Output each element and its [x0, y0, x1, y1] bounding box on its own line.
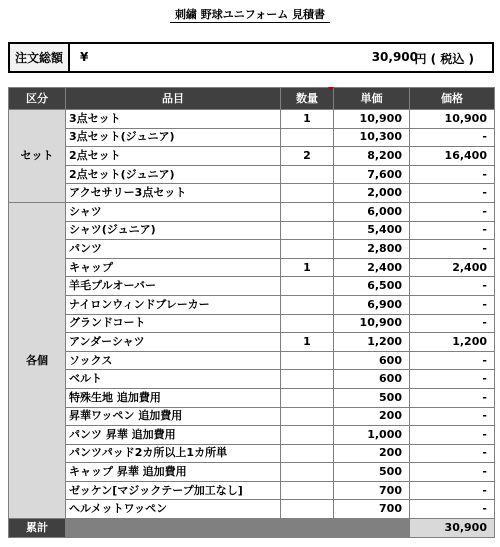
- unit-price-cell[interactable]: 2,800: [334, 240, 410, 259]
- price-cell[interactable]: 1,200: [410, 333, 495, 352]
- item-name-cell[interactable]: 3点セット: [66, 110, 281, 129]
- unit-price-cell[interactable]: 6,000: [334, 202, 410, 221]
- quantity-cell[interactable]: [281, 481, 334, 500]
- price-cell[interactable]: -: [410, 426, 495, 445]
- quantity-cell[interactable]: [281, 165, 334, 184]
- header-price: 価格: [410, 88, 495, 110]
- header-quantity: 数量: [281, 88, 334, 110]
- unit-price-cell[interactable]: 10,900: [334, 314, 410, 333]
- quantity-cell[interactable]: [281, 426, 334, 445]
- item-name-cell[interactable]: 特殊生地 追加費用: [66, 388, 281, 407]
- unit-price-cell[interactable]: 6,900: [334, 295, 410, 314]
- item-name-cell[interactable]: 3点セット(ジュニア): [66, 128, 281, 147]
- sum-filler: [66, 519, 410, 538]
- unit-price-cell[interactable]: 2,400: [334, 258, 410, 277]
- price-cell[interactable]: -: [410, 277, 495, 296]
- unit-price-cell[interactable]: 600: [334, 370, 410, 389]
- quantity-cell[interactable]: [281, 240, 334, 259]
- item-name-cell[interactable]: ゼッケン[マジックテープ加工なし]: [66, 481, 281, 500]
- quantity-cell[interactable]: [281, 128, 334, 147]
- sum-label: 累計: [9, 519, 66, 538]
- table-row: [9, 407, 495, 426]
- price-cell[interactable]: -: [410, 165, 495, 184]
- quantity-cell[interactable]: [281, 370, 334, 389]
- document-title: 刺繍 野球ユニフォーム 見積書: [174, 8, 326, 21]
- table-row: [9, 500, 495, 519]
- quantity-cell[interactable]: 1: [281, 110, 334, 129]
- comment-marker-icon: [328, 87, 334, 91]
- table-row: [9, 165, 495, 184]
- quantity-cell[interactable]: [281, 314, 334, 333]
- quantity-cell[interactable]: [281, 388, 334, 407]
- quantity-cell[interactable]: [281, 407, 334, 426]
- item-name-cell[interactable]: シャツ(ジュニア): [66, 221, 281, 240]
- item-name-cell[interactable]: アクセサリー3点セット: [66, 184, 281, 203]
- table-header-row: [9, 88, 495, 110]
- header-item: 品目: [66, 88, 281, 110]
- estimate-table-body: [9, 110, 495, 538]
- price-cell[interactable]: -: [410, 221, 495, 240]
- item-name-cell[interactable]: グランドコート: [66, 314, 281, 333]
- price-cell[interactable]: -: [410, 128, 495, 147]
- sum-row: [9, 519, 495, 538]
- item-name-cell[interactable]: シャツ: [66, 202, 281, 221]
- quantity-cell[interactable]: 2: [281, 147, 334, 166]
- unit-price-cell[interactable]: 8,200: [334, 147, 410, 166]
- table-row: [9, 258, 495, 277]
- table-row: [9, 277, 495, 296]
- quantity-cell[interactable]: [281, 202, 334, 221]
- item-name-cell[interactable]: 2点セット: [66, 147, 281, 166]
- unit-price-cell[interactable]: 10,300: [334, 128, 410, 147]
- price-cell[interactable]: -: [410, 370, 495, 389]
- price-cell[interactable]: -: [410, 314, 495, 333]
- item-name-cell[interactable]: パンツ: [66, 240, 281, 259]
- category-cell: 各個: [9, 202, 66, 518]
- unit-price-cell[interactable]: 500: [334, 463, 410, 482]
- unit-price-cell[interactable]: 6,500: [334, 277, 410, 296]
- table-row: [9, 388, 495, 407]
- price-cell[interactable]: -: [410, 407, 495, 426]
- item-name-cell[interactable]: キャップ 昇華 追加費用: [66, 463, 281, 482]
- item-name-cell[interactable]: ナイロンウィンドブレーカー: [66, 295, 281, 314]
- price-cell[interactable]: -: [410, 351, 495, 370]
- unit-price-cell[interactable]: 1,000: [334, 426, 410, 445]
- category-cell: セット: [9, 110, 66, 203]
- price-cell[interactable]: 10,900: [410, 110, 495, 129]
- quantity-cell[interactable]: [281, 277, 334, 296]
- table-row: [9, 444, 495, 463]
- order-total-label: 注文総額: [10, 44, 70, 71]
- quantity-cell[interactable]: [281, 351, 334, 370]
- quantity-cell[interactable]: [281, 444, 334, 463]
- order-total-amount: 30,900: [371, 50, 418, 64]
- item-name-cell[interactable]: 羊毛プルオーバー: [66, 277, 281, 296]
- unit-price-cell[interactable]: 7,600: [334, 165, 410, 184]
- price-cell[interactable]: -: [410, 444, 495, 463]
- table-row: [9, 426, 495, 445]
- table-row: [9, 221, 495, 240]
- table-row: [9, 240, 495, 259]
- item-name-cell[interactable]: パンツ 昇華 追加費用: [66, 426, 281, 445]
- title-underline: [170, 22, 330, 23]
- unit-price-cell[interactable]: 700: [334, 500, 410, 519]
- price-cell[interactable]: -: [410, 240, 495, 259]
- price-cell[interactable]: -: [410, 481, 495, 500]
- quantity-cell[interactable]: 1: [281, 258, 334, 277]
- table-row: [9, 333, 495, 352]
- sum-price-cell: 30,900: [410, 519, 495, 538]
- quantity-cell[interactable]: [281, 295, 334, 314]
- price-cell[interactable]: -: [410, 388, 495, 407]
- table-row: [9, 128, 495, 147]
- item-name-cell[interactable]: ベルト: [66, 370, 281, 389]
- header-unit-price: 単価: [334, 88, 410, 110]
- quantity-cell[interactable]: [281, 500, 334, 519]
- table-row: [9, 481, 495, 500]
- quantity-cell[interactable]: 1: [281, 333, 334, 352]
- item-name-cell[interactable]: ヘルメットワッペン: [66, 500, 281, 519]
- unit-price-cell[interactable]: 2,000: [334, 184, 410, 203]
- price-cell[interactable]: -: [410, 202, 495, 221]
- currency-symbol: ¥: [80, 50, 89, 64]
- item-name-cell[interactable]: 2点セット(ジュニア): [66, 165, 281, 184]
- unit-price-cell[interactable]: 10,900: [334, 110, 410, 129]
- unit-price-cell[interactable]: 700: [334, 481, 410, 500]
- table-row: [9, 147, 495, 166]
- unit-price-cell[interactable]: 5,400: [334, 221, 410, 240]
- item-name-cell[interactable]: アンダーシャツ: [66, 333, 281, 352]
- table-row: [9, 110, 495, 129]
- unit-price-cell[interactable]: 500: [334, 388, 410, 407]
- unit-price-cell[interactable]: 200: [334, 444, 410, 463]
- item-name-cell[interactable]: 昇華ワッペン 追加費用: [66, 407, 281, 426]
- table-row: [9, 295, 495, 314]
- quantity-cell[interactable]: [281, 221, 334, 240]
- table-row: [9, 184, 495, 203]
- order-total-unit: 円 ( 税込 ): [414, 52, 474, 66]
- price-cell[interactable]: 16,400: [410, 147, 495, 166]
- table-row: [9, 202, 495, 221]
- price-cell[interactable]: -: [410, 500, 495, 519]
- unit-price-cell[interactable]: 1,200: [334, 333, 410, 352]
- quantity-cell[interactable]: [281, 184, 334, 203]
- order-total-box: [8, 42, 494, 73]
- item-name-cell[interactable]: キャップ: [66, 258, 281, 277]
- item-name-cell[interactable]: ソックス: [66, 351, 281, 370]
- table-row: [9, 463, 495, 482]
- quantity-cell[interactable]: [281, 463, 334, 482]
- header-category: 区分: [9, 88, 66, 110]
- price-cell[interactable]: 2,400: [410, 258, 495, 277]
- table-row: [9, 370, 495, 389]
- price-cell[interactable]: -: [410, 295, 495, 314]
- table-row: [9, 351, 495, 370]
- price-cell[interactable]: -: [410, 184, 495, 203]
- price-cell[interactable]: -: [410, 463, 495, 482]
- unit-price-cell[interactable]: 600: [334, 351, 410, 370]
- item-name-cell[interactable]: パンツパッド2カ所以上1カ所単: [66, 444, 281, 463]
- table-row: [9, 314, 495, 333]
- unit-price-cell[interactable]: 200: [334, 407, 410, 426]
- estimate-table: [8, 87, 495, 538]
